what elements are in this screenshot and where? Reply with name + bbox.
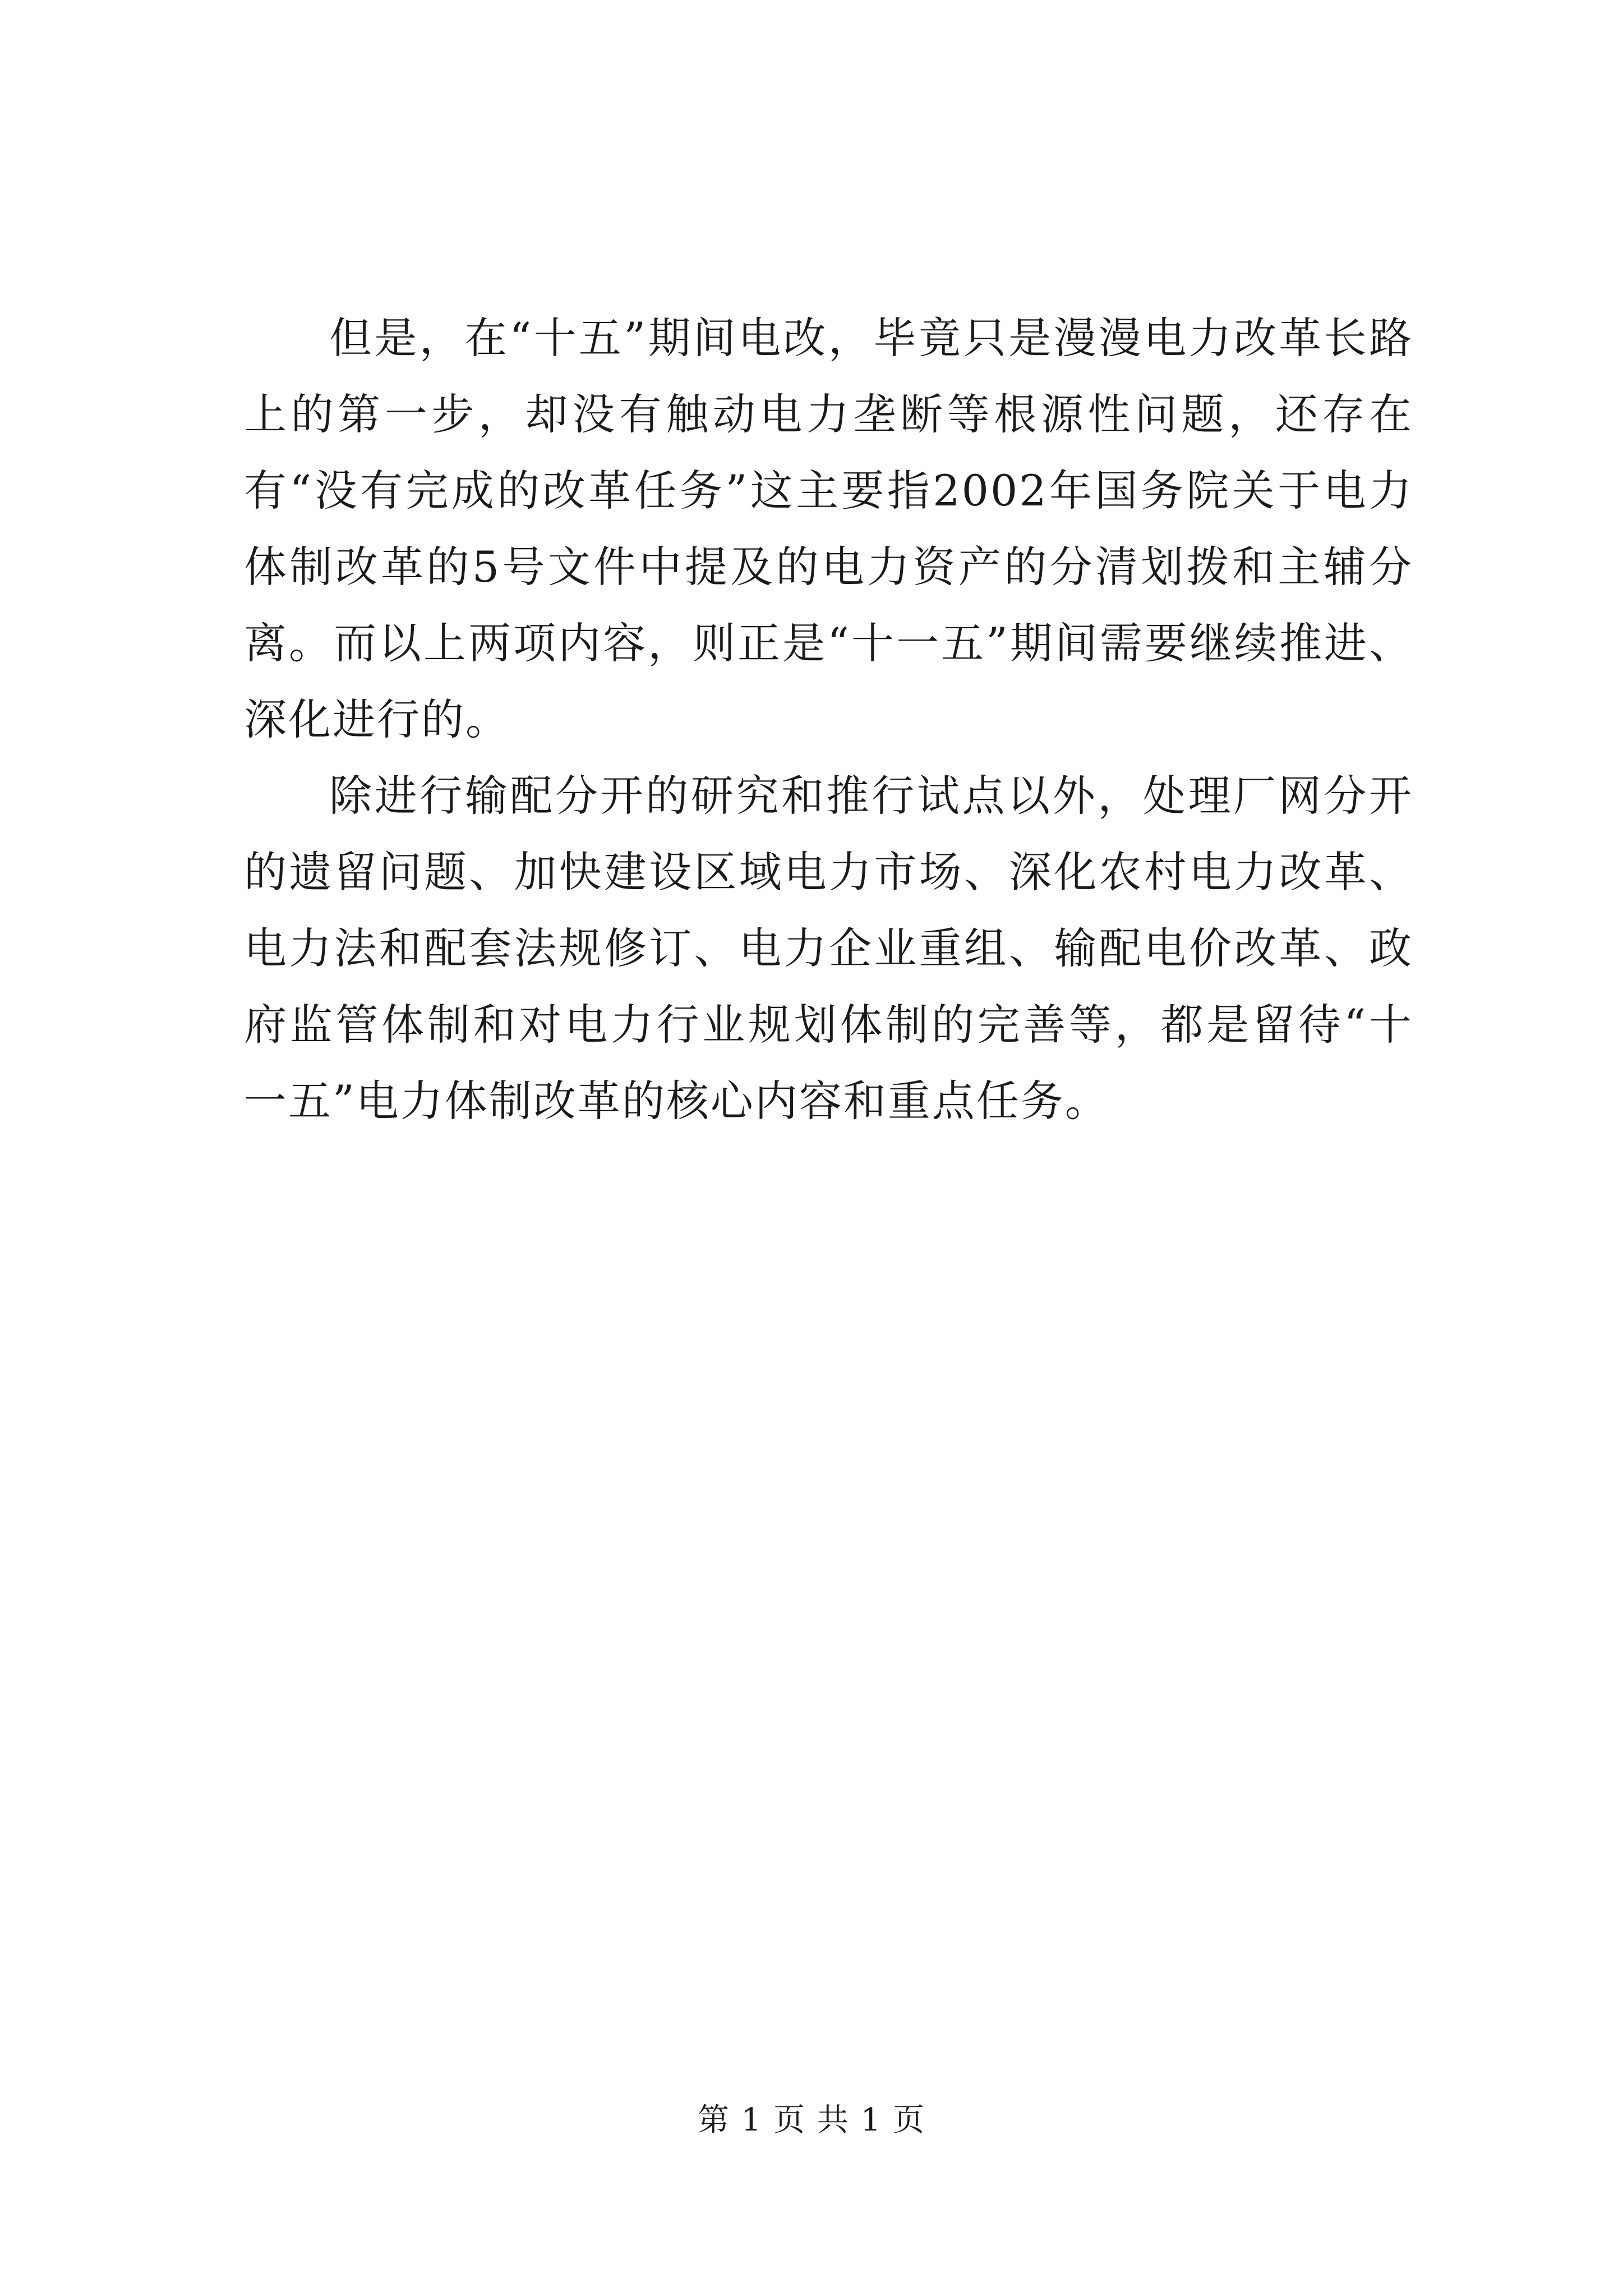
paragraph-2: 除进行输配分开的研究和推行试点以外，处理厂网分开的遗留问题、加快建设区域电力市场、深化农村电力改革、电力法和配套法规修订、电力企业重组、输配电价改革、政府监管体制和对电力行业规划体制的完善等，都是留待“十一五”电力体制改革的核心内容和重点任务。	[244, 771, 1413, 1126]
page-footer: 第 1 页 共 1 页	[697, 2102, 926, 2138]
document-body	[244, 300, 1413, 1139]
paragraph-1: 但是，在“十五”期间电改，毕竟只是漫漫电力改革长路上的第一步，却没有触动电力垄断等根源性问题，还存在有“没有完成的改革任务”这主要指2002年国务院关于电力体制改革的5号文件中提及的电力资产的分清划拨和主辅分离。而以上两项内容，则正是“十一五”期间需要继续推进、深化进行的。	[244, 313, 1413, 744]
